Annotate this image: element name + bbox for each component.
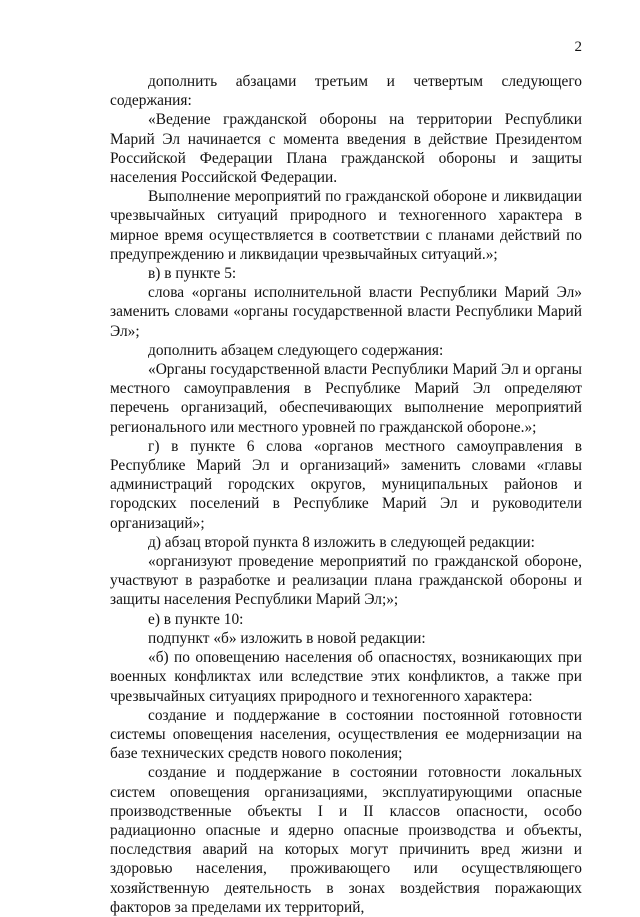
- paragraph: в) в пункте 5:: [148, 265, 237, 283]
- paragraph: д) абзац второй пункта 8 изложить в следующей редакции:: [148, 533, 535, 551]
- paragraph: подпункт «б» изложить в новой редакции:: [148, 629, 426, 647]
- paragraph: «организуют проведение мероприятий по гражданской обороне, участвуют в разработке и реализации плана гражданской обороны и защиты населения Республики Марий Эл;»;: [110, 553, 582, 609]
- page-number: 2: [574, 39, 582, 55]
- paragraph: создание и поддержание в состоянии постоянной готовности системы оповещения населения, осуществления ее модернизации на базе технических средств нового поколения;: [110, 706, 582, 763]
- paragraph: создание и поддержание в состоянии готовности локальных систем оповещения организациями, эксплуатирующими опасные производственные объекты I и II классов опасности, особо радиационно опасные и ядерно опасные производства и объекты, последствия аварий на которых могут причинить вред жизни и здоровью населения, проживающего или осуществляющего хозяйственную деятельность в зонах воздействия поражающих факторов за пределами их территорий,: [110, 764, 582, 916]
- paragraph: дополнить абзацем следующего содержания:: [148, 341, 444, 359]
- paragraph: слова «органы исполнительной власти Республики Марий Эл» заменить словами «органы государственной власти Республики Марий Эл»;: [110, 284, 582, 340]
- paragraph: «Органы государственной власти Республики Марий Эл и органы местного самоуправления в Республике Марий Эл определяют перечень организаций, обеспечивающих выполнение мероприятий регионального или местного уровней по гражданской обороне.»;: [110, 361, 582, 436]
- paragraph: е) в пункте 10:: [148, 610, 244, 628]
- paragraph: «Ведение гражданской обороны на территории Республики Марий Эл начинается с момента введения в действие Президентом Российской Федерации Плана гражданской обороны и защиты населения Российской Федерации.: [110, 111, 582, 187]
- paragraph: Выполнение мероприятий по гражданской обороне и ликвидации чрезвычайных ситуаций природного и техногенного характера в мирное время осуществляется в соответствии с планами действий по предупреждению и ликвидации чрезвычайных ситуаций.»;: [110, 188, 582, 263]
- paragraph: г) в пункте 6 слова «органов местного самоуправления в Республике Марий Эл и организаций» заменить словами «главы администраций городских округов, муниципальных районов и городских поселений в Республике Марий Эл и руководители организаций»;: [110, 437, 582, 532]
- paragraph: дополнить абзацами третьим и четвертым следующего содержания:: [110, 73, 582, 110]
- document-body: [110, 72, 582, 917]
- paragraph: «б) по оповещению населения об опасностях, возникающих при военных конфликтах или вследствие этих конфликтов, а также при чрезвычайных ситуациях природного и техногенного характера:: [110, 649, 582, 705]
